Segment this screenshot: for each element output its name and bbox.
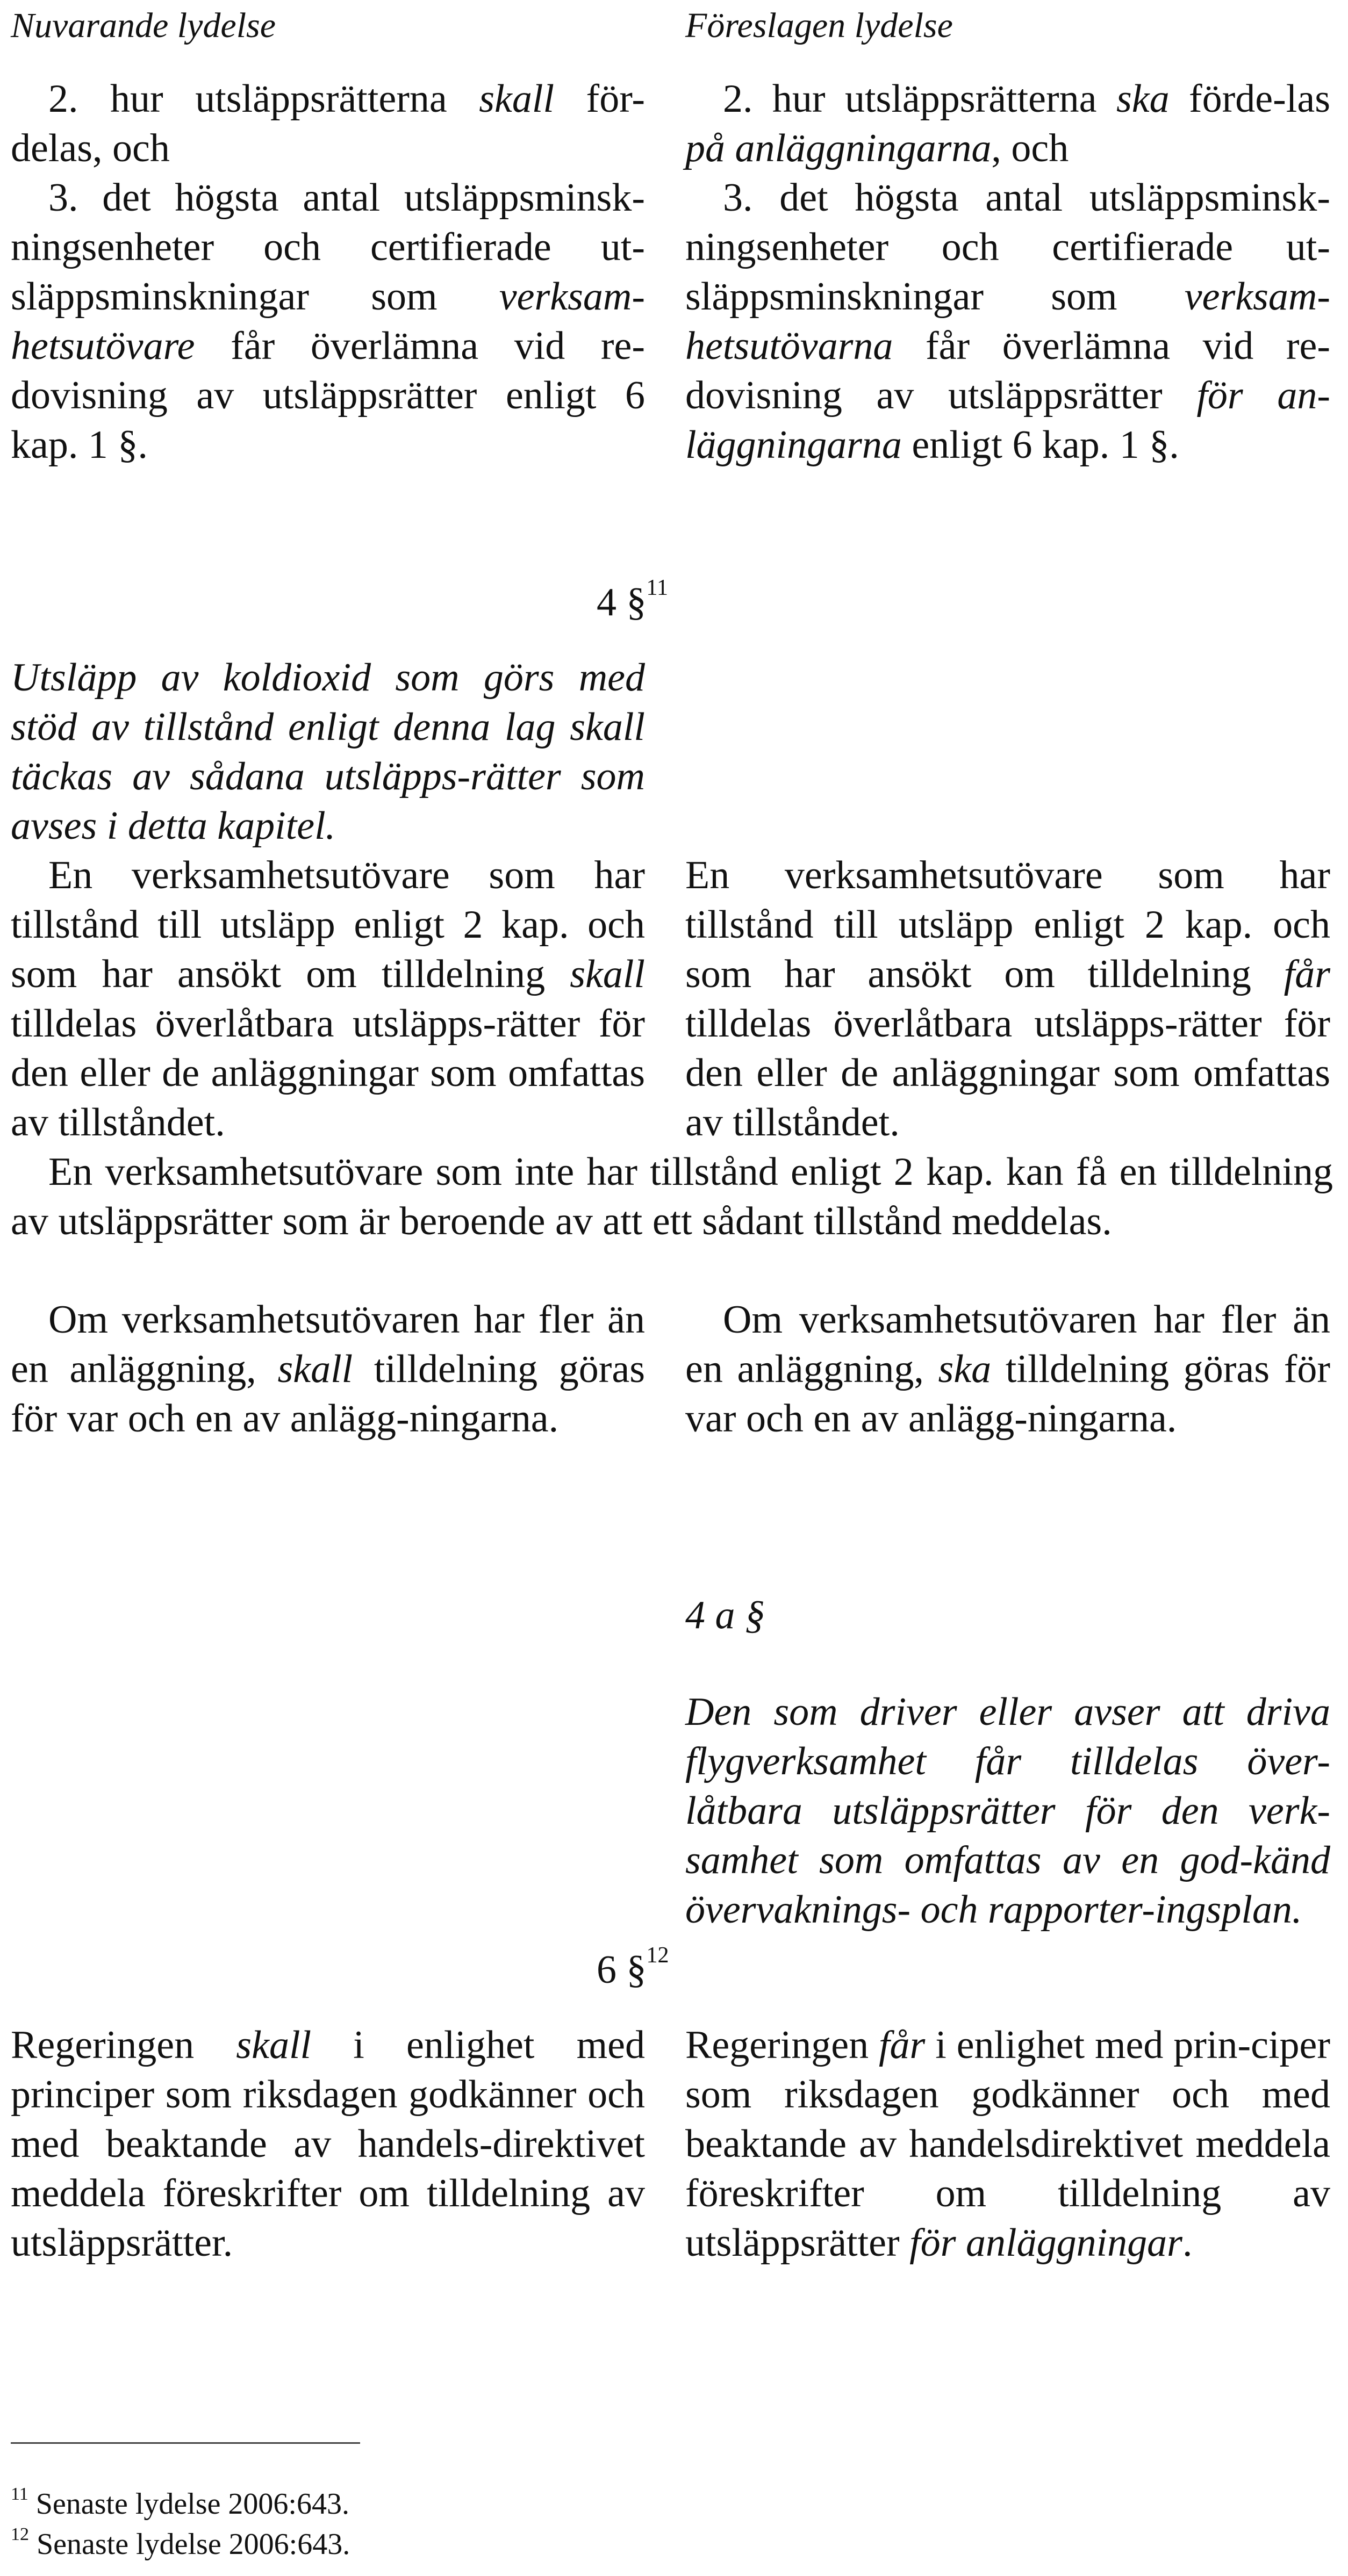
common-paragraph: [11, 1147, 1333, 1246]
section-4a-heading: [685, 1591, 1330, 1640]
section-4-heading: 4 §$^{11}$: [597, 575, 668, 624]
footnote-11: $^{11}$ Senaste lydelse 2006:643.: [11, 2484, 349, 2521]
header-current-wording: Nuvarande lydelse: [11, 6, 276, 45]
section-6-right: [685, 2020, 1330, 2268]
section-4a-paragraph: Den som driver eller avser att driva flygverksamhet får tilldelas över-låtbara utsläppsrätter för den verk-samhet som omfattas av en god-känd övervaknings- och rapporter-ingsplan.: [685, 1690, 1330, 1932]
block1-left: [11, 74, 645, 470]
section-4-left: [11, 653, 645, 1147]
left-item-3: 3. det högsta antal utsläppsminsk-ningsenheter och certifierade ut-släppsminskningar som verksam-hetsutövare får överlämna vid re-dovisning av utsläppsrätter enligt 6 kap. 1 §.: [11, 176, 645, 467]
right-paragraph-6: Regeringen får i enlighet med prin-ciper som riksdagen godkänner och med beaktande av handelsdirektivet meddela föreskrifter om tilldelning av utsläppsrätter för anläggningar.: [685, 2023, 1331, 2265]
removed-paragraph: Utsläpp av koldioxid som görs med stöd av tillstånd enligt denna lag skall täckas av sådana utsläpps-rätter som avses i detta kapitel.: [11, 656, 645, 848]
section-4-left-p4: [11, 1295, 645, 1443]
left-item-2: 2. hur utsläppsrätterna skall för-delas, och: [11, 77, 645, 170]
right-paragraph-4: Om verksamhetsutövaren har fler än en anläggning, ska tilldelning göras för var och en av anlägg-ningarna.: [685, 1298, 1331, 1441]
section-4-right-p4: [685, 1295, 1330, 1443]
footnote-divider: [11, 2442, 360, 2444]
section-6-heading: 6 §$^{12}$: [597, 1943, 669, 1992]
left-paragraph-2: En verksamhetsutövare som har tillstånd till utsläpp enligt 2 kap. och som har ansökt om tilldelning skall tilldelas överlåtbara utsläpps-rätter för den eller de anläggningar som omfattas av tillståndet.: [11, 853, 645, 1145]
right-item-2: 2. hur utsläppsrätterna ska förde-las på anläggningarna, och: [685, 77, 1330, 170]
left-paragraph-6: Regeringen skall i enlighet med principer som riksdagen godkänner och med beaktande av handels-direktivet meddela föreskrifter om tilldelning av utsläppsrätter.: [11, 2023, 645, 2265]
block1-right: [685, 74, 1330, 470]
footnote-ref-12: 12: [646, 1943, 669, 1968]
left-paragraph-4: Om verksamhetsutövaren har fler än en anläggning, skall tilldelning göras för var och en av anlägg-ningarna.: [11, 1298, 645, 1441]
common-paragraph-text: En verksamhetsutövare som inte har tillstånd enligt 2 kap. kan få en tilldelning av utsläppsrätter som är beroende av att ett sådant tillstånd meddelas.: [11, 1150, 1333, 1243]
footnote-ref-11: 11: [646, 575, 668, 600]
section-4a-text: [685, 1687, 1330, 1934]
section-4-right: [685, 851, 1330, 1147]
header-proposed-wording: Föreslagen lydelse: [685, 6, 953, 45]
right-item-3: 3. det högsta antal utsläppsminsk-ningsenheter och certifierade ut-släppsminskningar som verksam-hetsutövarna får överlämna vid re-dovisning av utsläppsrätter för an-läggningarna enligt 6 kap. 1 §.: [685, 176, 1331, 467]
section-6-left: [11, 2020, 645, 2268]
footnote-12: $^{12}$ Senaste lydelse 2006:643.: [11, 2524, 350, 2561]
right-paragraph-2: En verksamhetsutövare som har tillstånd till utsläpp enligt 2 kap. och som har ansökt om tilldelning får tilldelas överlåtbara utsläpps-rätter för den eller de anläggningar som omfattas av tillståndet.: [685, 853, 1330, 1145]
section-4a-label: 4 a §: [685, 1593, 765, 1637]
